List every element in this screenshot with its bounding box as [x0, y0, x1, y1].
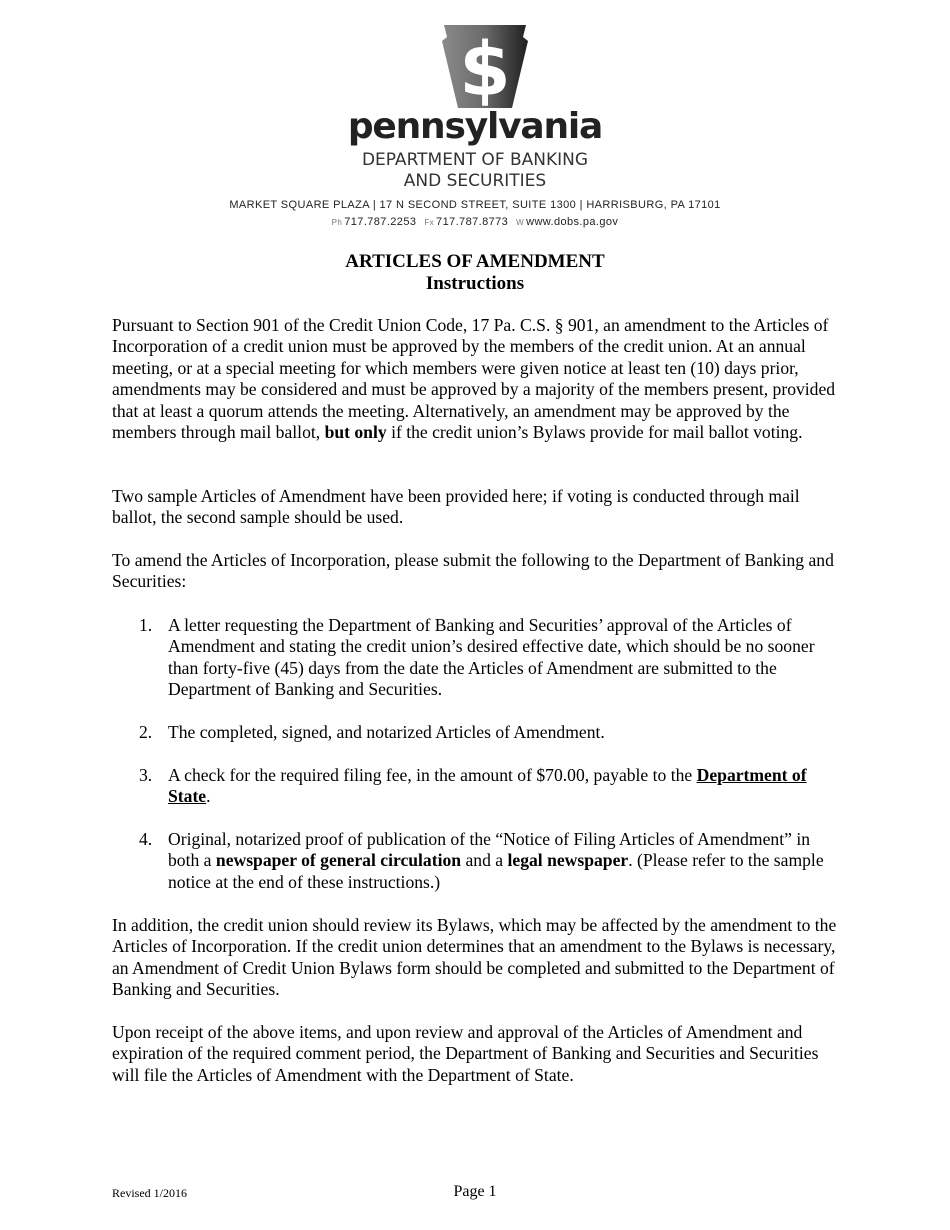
page-number: Page 1	[453, 1183, 497, 1200]
website-link[interactable]: www.dobs.pa.gov	[526, 216, 619, 228]
web-label: W	[516, 218, 525, 227]
keystone-dollar-icon	[440, 25, 530, 108]
document-page: $ pennsylvania DEPARTMENT OF BANKING AND SECURITIES MARKET SQUARE PLAZA | 17 N SECOND STREET, SUITE 1300 | HARRISBURG, PA 17101 Ph 717.787.2253 Fx 717.787.8773 W www.dobs.pa.gov ARTICLES OF AMENDMENT Instructions Pursuant to Section 901 of the Credit Union Code, 17 Pa. C.S. § 901, an amendment to the Articles of Incorporation of a credit union must be approved by the members of the credit union. At an annual meeting, or at a special meeting for which members were given notice at least ten (10) days prior, amendments may be considered and must be approved by a majority of the members present, provided that at least a quorum attends the meeting. Alternatively, an amendment may be approved by the members through mail ballot, but only if the credit union’s Bylaws provide for mail ballot voting. Two sample Articles of Amendment have been provided here; if voting is conducted through mail ballot, the second sample should be used. To amend the Articles of Incorporation, please submit the following to the Department of Banking and Securities: 1. A letter requesting the Department of Banking and Securities’ approval of the Articles of Amendment and stating the credit union’s desired effective date, which should be no sooner than forty-five (45) days from the date the Articles of Amendment are submitted to the Department of Banking and Securities. 2. The completed, signed, and notarized Articles of Amendment. 3. A check for the required filing fee, in the amount of $70.00, payable to the Department of State. 4. Original, notarized proof of publication of the “Notice of Filing Articles of Amendment” in both a newspaper of general circulation and a legal newspaper. (Please refer to the sample notice at the end of these instructions.) In addition, the credit union should review its Bylaws, which may be affected by the amendment to the Articles of Incorporation. If the credit union determines that an amendment to the Bylaws is necessary, an Amendment of Credit Union Bylaws form should be completed and submitted to the Department of Banking and Securities. Upon receipt of the above items, and upon review and approval of the Articles of Amendment and expiration of the required comment period, the Department of Banking and Securities and Securities will file the Articles of Amendment with the Department of State. Revised 1/2016 Page 1	[0, 0, 950, 1230]
address-line: MARKET SQUARE PLAZA | 17 N SECOND STREET, SUITE 1300 | HARRISBURG, PA 17101	[229, 199, 721, 211]
revision-date: Revised 1/2016	[112, 1186, 187, 1200]
paragraph-section-901: Pursuant to Section 901 of the Credit Union Code, 17 Pa. C.S. § 901, an amendment to the Articles of Incorporation of a credit union must be approved by the members of the credit union. At an annual meeting, or at a special meeting for which members were given notice at least ten (10) days prior, amendments may be considered and must be approved by a majority of the members present, provided that at least a quorum attends the meeting. Alternatively, an amendment may be approved by the members through mail ballot, but only if the credit union’s Bylaws provide for mail ballot voting.	[112, 315, 836, 443]
svg-text:$: $	[459, 27, 511, 108]
document-title: ARTICLES OF AMENDMENT	[345, 251, 605, 272]
fax-number: 717.787.8773	[436, 216, 509, 228]
paragraph-filing: Upon receipt of the above items, and upon review and approval of the Articles of Amendment and expiration of the required comment period, the Department of Banking and Securities and Securities will file the Articles of Amendment with the Department of State.	[112, 1022, 819, 1085]
paragraph-bylaws: In addition, the credit union should review its Bylaws, which may be affected by the amendment to the Articles of Incorporation. If the credit union determines that an amendment to the Bylaws is necessary, an Amendment of Credit Union Bylaws form should be completed and submitted to the Department of Banking and Securities.	[112, 915, 837, 1000]
paragraph-samples: Two sample Articles of Amendment have been provided here; if voting is conducted through mail ballot, the second sample should be used.	[112, 486, 800, 528]
department-name-line2: AND SECURITIES	[403, 171, 547, 191]
paragraph-submit-intro: To amend the Articles of Incorporation, please submit the following to the Department of Banking and Securities:	[112, 550, 834, 592]
document-subtitle: Instructions	[425, 273, 525, 294]
brand-name: pennsylvania	[347, 106, 603, 147]
phone-number: 717.787.2253	[344, 216, 417, 228]
fax-label: Fx	[424, 218, 435, 227]
phone-label: Ph	[331, 218, 343, 227]
department-name-line1: DEPARTMENT OF BANKING	[361, 150, 589, 170]
contact-line	[0, 216, 950, 228]
